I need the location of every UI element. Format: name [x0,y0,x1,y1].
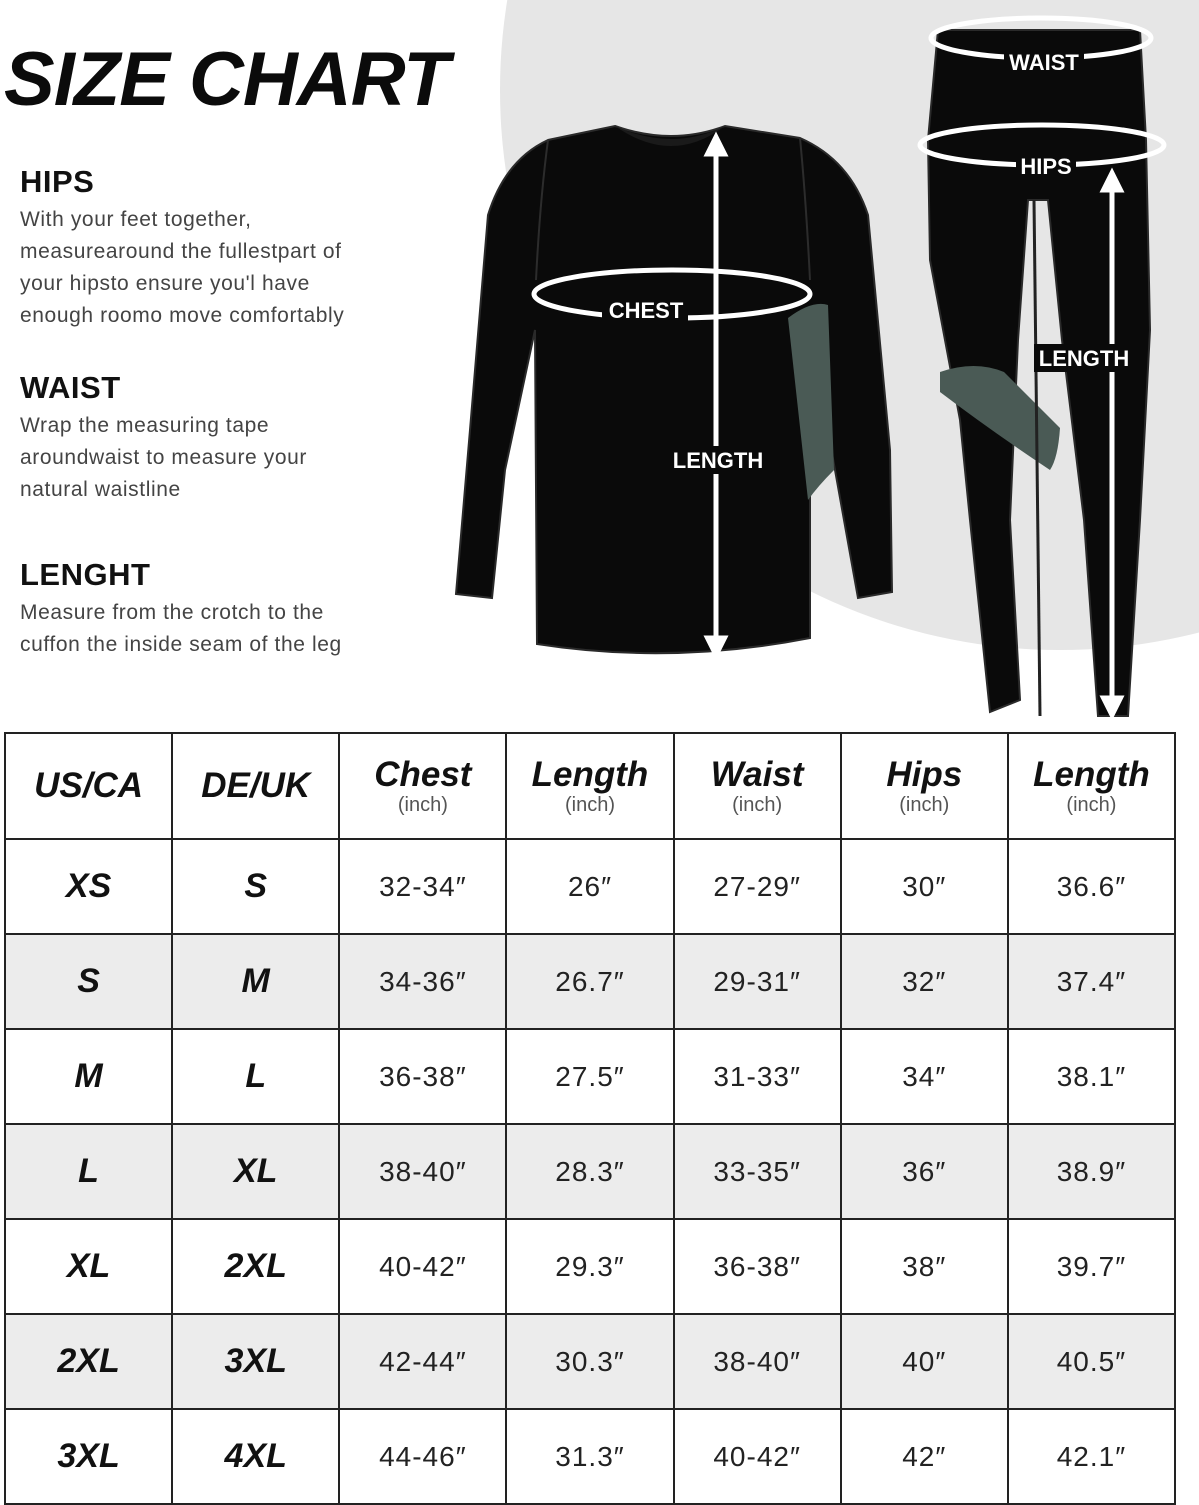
guide-hips-heading: HIPS [20,164,95,199]
table-header-row [5,733,1175,839]
us-ca-size: L [5,1124,172,1219]
guide-waist-text: Wrap the measuring tape aroundwaist to measure your natural waistline [20,414,308,501]
shirt-length-value: 29.3″ [506,1219,673,1314]
guide-waist [20,370,380,506]
waist-value: 33-35″ [674,1124,841,1219]
hips-value: 32″ [841,934,1008,1029]
header-unit: (inch) [732,794,783,816]
us-ca-size: XS [5,839,172,934]
guide-length-heading: LENGHT [20,557,151,592]
header-label: Hips [886,755,963,794]
hips-value: 38″ [841,1219,1008,1314]
page-title: SIZE CHART [4,37,449,122]
header-unit: (inch) [899,794,950,816]
chest-value: 44-46″ [339,1409,506,1504]
header-us-ca [5,733,172,839]
pants-length-label: LENGTH [1038,346,1130,371]
pants-length-value: 42.1″ [1008,1409,1175,1504]
waist-label: WAIST [1009,50,1079,75]
table-row [5,1219,1175,1314]
pants-length-value: 39.7″ [1008,1219,1175,1314]
pants-length-value: 38.9″ [1008,1124,1175,1219]
header-label: Waist [710,755,804,794]
table-row [5,934,1175,1029]
waist-value: 38-40″ [674,1314,841,1409]
shirt-length-value: 30.3″ [506,1314,673,1409]
header-label: Chest [374,755,472,794]
table-row [5,1124,1175,1219]
chest-value: 38-40″ [339,1124,506,1219]
chest-value: 32-34″ [339,839,506,934]
pants-length-value: 40.5″ [1008,1314,1175,1409]
shirt-illustration [456,126,892,653]
header-label: Length [531,755,649,794]
header-de-uk [172,733,339,839]
table-row [5,1409,1175,1504]
size-table [4,732,1176,1505]
chest-label: CHEST [608,298,684,323]
shirt-length-value: 26.7″ [506,934,673,1029]
us-ca-size: 2XL [5,1314,172,1409]
de-uk-size: S [172,839,339,934]
guide-hips-text: With your feet together, measurearound the fullestpart of your hipsto ensure you'l have enough roomo move comfortably [20,208,345,327]
hips-value: 30″ [841,839,1008,934]
de-uk-size: L [172,1029,339,1124]
us-ca-size: 3XL [5,1409,172,1504]
header-hips [841,733,1008,839]
pants-length-value: 36.6″ [1008,839,1175,934]
de-uk-size: 2XL [172,1219,339,1314]
waist-value: 40-42″ [674,1409,841,1504]
chest-value: 34-36″ [339,934,506,1029]
header-chest [339,733,506,839]
header-waist [674,733,841,839]
shirt-length-label: LENGTH [672,448,764,473]
hips-value: 36″ [841,1124,1008,1219]
chest-value: 42-44″ [339,1314,506,1409]
header-unit: (inch) [397,794,448,816]
shirt-length-value: 27.5″ [506,1029,673,1124]
waist-value: 27-29″ [674,839,841,934]
header-label: US/CA [34,766,144,805]
de-uk-size: 4XL [172,1409,339,1504]
shirt-length-value: 31.3″ [506,1409,673,1504]
guide-length [20,557,380,661]
shirt-length-value: 28.3″ [506,1124,673,1219]
guide-waist-heading: WAIST [20,370,121,405]
chest-value: 40-42″ [339,1219,506,1314]
table-row [5,1029,1175,1124]
waist-value: 31-33″ [674,1029,841,1124]
header-unit: (inch) [1066,794,1117,816]
hips-value: 34″ [841,1029,1008,1124]
table-row [5,1314,1175,1409]
header-label: DE/UK [201,766,311,805]
header-unit: (inch) [564,794,615,816]
header-pants-length [1008,733,1175,839]
hips-value: 42″ [841,1409,1008,1504]
header-label: Length [1033,755,1150,794]
shirt-length-value: 26″ [506,839,673,934]
waist-value: 36-38″ [674,1219,841,1314]
waist-value: 29-31″ [674,934,841,1029]
de-uk-size: XL [172,1124,339,1219]
guide-length-text: Measure from the crotch to the cuffon the inside seam of the leg [20,601,342,656]
pants-illustration [928,30,1150,716]
hips-value: 40″ [841,1314,1008,1409]
de-uk-size: 3XL [172,1314,339,1409]
table-row [5,839,1175,934]
us-ca-size: XL [5,1219,172,1314]
us-ca-size: S [5,934,172,1029]
header-shirt-length [506,733,673,839]
pants-length-value: 37.4″ [1008,934,1175,1029]
hips-label: HIPS [1020,154,1072,179]
de-uk-size: M [172,934,339,1029]
pants-length-value: 38.1″ [1008,1029,1175,1124]
guide-hips [20,164,380,332]
us-ca-size: M [5,1029,172,1124]
chest-value: 36-38″ [339,1029,506,1124]
